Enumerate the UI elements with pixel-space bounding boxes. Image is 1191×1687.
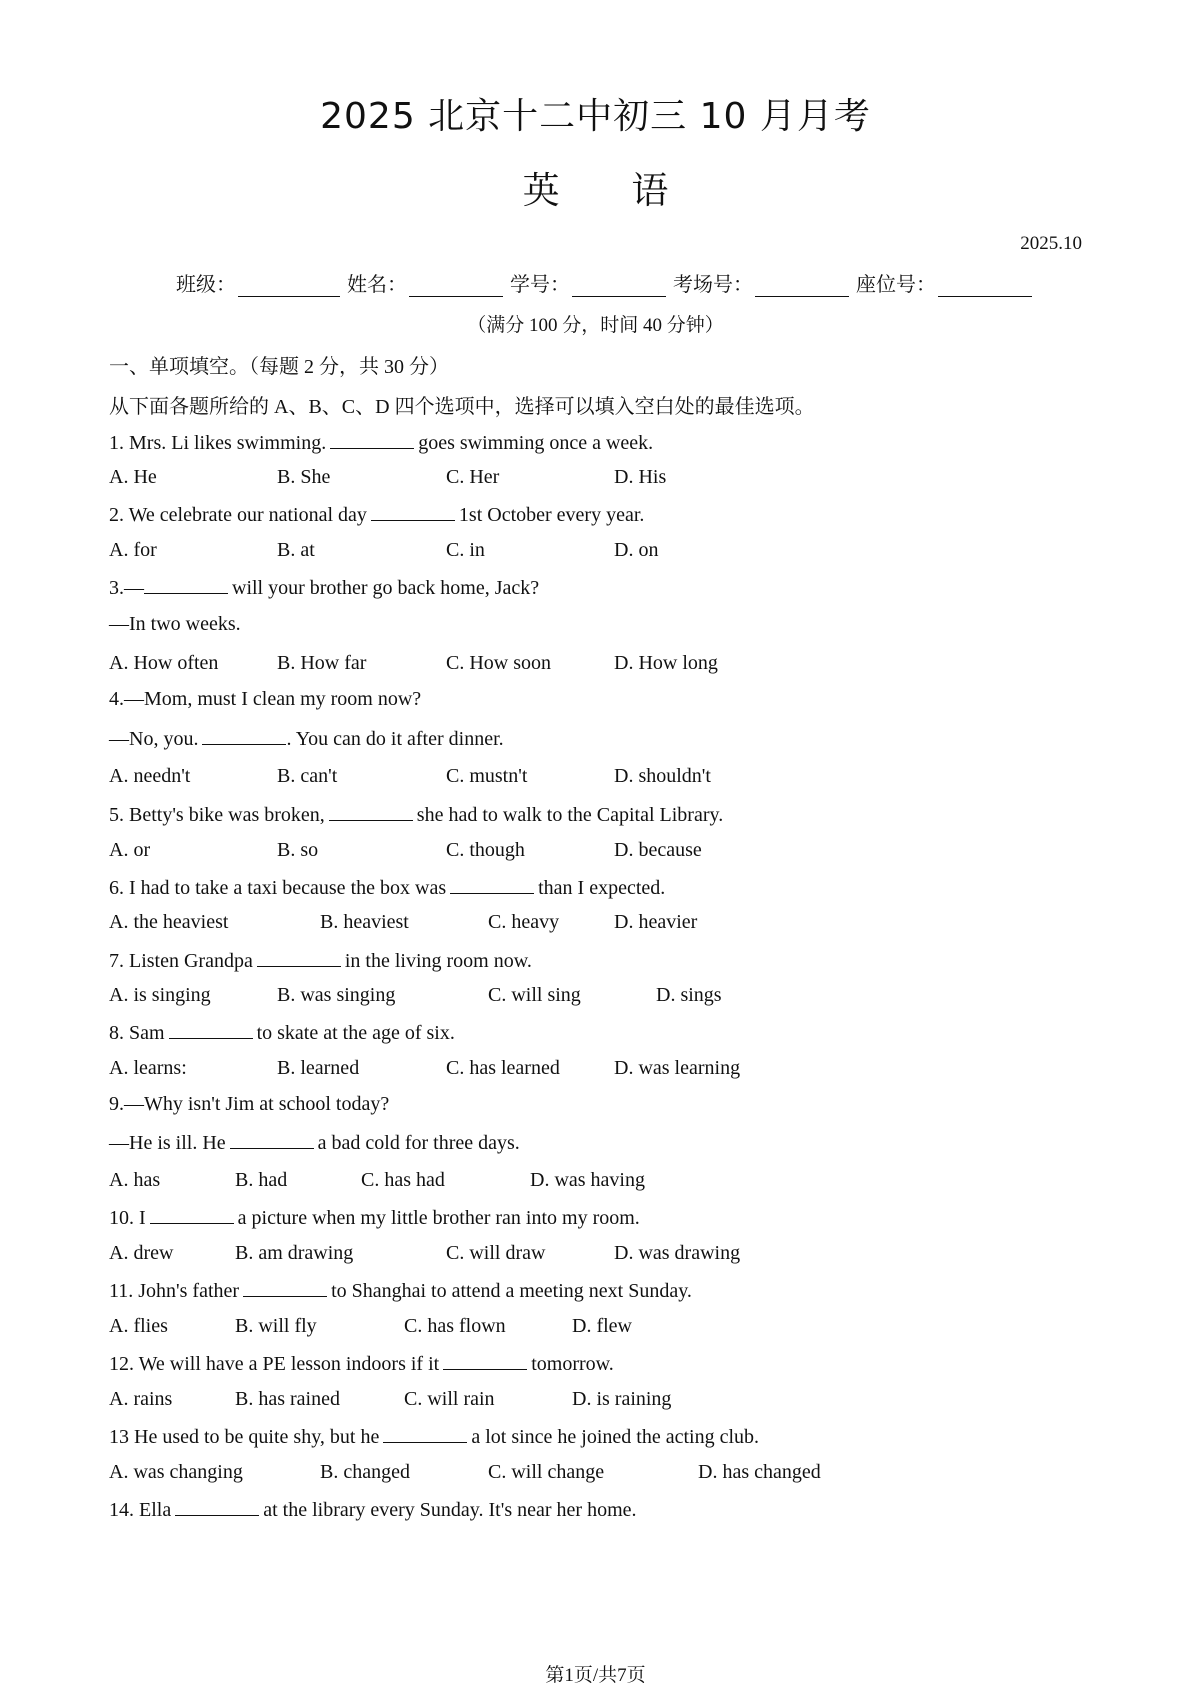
exam-room-label: 考场号：: [673, 274, 753, 296]
full-score-note: （满分 100 分，时间 40 分钟）: [467, 315, 724, 336]
option: D. How long: [614, 652, 718, 674]
option: C. will draw: [446, 1242, 546, 1264]
question-stem: 5. Betty's bike was broken, she had to walk to the Capital Library.: [109, 804, 724, 826]
option: D. heavier: [614, 911, 698, 933]
page-title: 2025 北京十二中初三 10 月月考: [320, 96, 871, 137]
option: D. was learning: [614, 1057, 741, 1079]
question-stem: 4.—Mom, must I clean my room now?: [109, 688, 422, 710]
option: B. am drawing: [235, 1242, 354, 1264]
option: C. will rain: [404, 1388, 495, 1410]
option: D. was drawing: [614, 1242, 741, 1264]
question-reply: —No, you. . You can do it after dinner.: [109, 728, 504, 750]
option: C. in: [446, 539, 485, 561]
option: B. at: [277, 539, 315, 561]
option: B. changed: [320, 1461, 410, 1483]
student-info-fields: [176, 268, 1034, 297]
student-id-blank: [572, 276, 666, 297]
option: D. is raining: [572, 1388, 672, 1410]
question-stem: 2. We celebrate our national day 1st October every year.: [109, 504, 645, 526]
question-stem: 11. John's father to Shanghai to attend a meeting next Sunday.: [109, 1280, 692, 1302]
option: D. shouldn't: [614, 765, 711, 787]
option: B. has rained: [235, 1388, 340, 1410]
option: B. She: [277, 466, 331, 488]
question-stem: 9.—Why isn't Jim at school today?: [109, 1093, 390, 1115]
option: D. flew: [572, 1315, 632, 1337]
option: B. can't: [277, 765, 338, 787]
option: A. rains: [109, 1388, 173, 1410]
page-footer: 第1页/共7页: [545, 1665, 646, 1686]
option: A. is singing: [109, 984, 211, 1006]
option: B. will fly: [235, 1315, 317, 1337]
option: D. His: [614, 466, 667, 488]
option: A. needn't: [109, 765, 191, 787]
question-stem: 6. I had to take a taxi because the box was than I expected.: [109, 877, 666, 899]
seat-blank: [938, 276, 1032, 297]
question-stem: 3.— will your brother go back home, Jack?: [109, 577, 540, 599]
option: C. Her: [446, 466, 500, 488]
subject-title: 英 语: [522, 169, 669, 212]
question-stem: 10. I a picture when my little brother ran into my room.: [109, 1207, 640, 1229]
student-id-label: 学号：: [510, 274, 570, 296]
option: C. How soon: [446, 652, 552, 674]
question-stem: 7. Listen Grandpa in the living room now.: [109, 950, 532, 972]
option: A. He: [109, 466, 157, 488]
option: B. learned: [277, 1057, 360, 1079]
option: B. was singing: [277, 984, 396, 1006]
option: A. or: [109, 839, 151, 861]
option: C. heavy: [488, 911, 560, 933]
option: D. on: [614, 539, 659, 561]
option: C. has learned: [446, 1057, 560, 1079]
class-label: 班级：: [176, 274, 236, 296]
class-blank: [238, 276, 340, 297]
option: C. has had: [361, 1169, 445, 1191]
option: B. How far: [277, 652, 367, 674]
option: D. because: [614, 839, 702, 861]
exam-date: 2025.10: [1020, 233, 1082, 254]
option: B. had: [235, 1169, 288, 1191]
option: A. the heaviest: [109, 911, 229, 933]
option: A. was changing: [109, 1461, 243, 1483]
option: A. for: [109, 539, 157, 561]
question-stem: 1. Mrs. Li likes swimming. goes swimming once a week.: [109, 432, 654, 454]
exam-room-blank: [755, 276, 849, 297]
option: C. will sing: [488, 984, 581, 1006]
option: A. drew: [109, 1242, 174, 1264]
option: A. flies: [109, 1315, 168, 1337]
option: B. heaviest: [320, 911, 409, 933]
option: A. How often: [109, 652, 219, 674]
question-reply: —In two weeks.: [109, 613, 241, 635]
question-stem: 12. We will have a PE lesson indoors if it tomorrow.: [109, 1353, 614, 1375]
name-label: 姓名：: [347, 274, 407, 296]
option: C. though: [446, 839, 525, 861]
option: C. has flown: [404, 1315, 506, 1337]
option: C. mustn't: [446, 765, 528, 787]
section-instruction: 从下面各题所给的 A、B、C、D 四个选项中，选择可以填入空白处的最佳选项。: [109, 396, 815, 418]
option: A. has: [109, 1169, 161, 1191]
option: C. will change: [488, 1461, 605, 1483]
option: B. so: [277, 839, 319, 861]
question-stem: 13 He used to be quite shy, but he a lot since he joined the acting club.: [109, 1426, 760, 1448]
question-reply: —He is ill. He a bad cold for three days.: [109, 1132, 520, 1154]
option: D. has changed: [698, 1461, 821, 1483]
option: D. was having: [530, 1169, 645, 1191]
name-blank: [409, 276, 503, 297]
question-stem: 14. Ella at the library every Sunday. It's near her home.: [109, 1499, 637, 1521]
question-stem: 8. Sam to skate at the age of six.: [109, 1022, 455, 1044]
option: A. learns:: [109, 1057, 187, 1079]
section-heading: 一、单项填空。（每题 2 分，共 30 分）: [109, 356, 449, 378]
seat-label: 座位号：: [856, 274, 936, 296]
option: D. sings: [656, 984, 722, 1006]
